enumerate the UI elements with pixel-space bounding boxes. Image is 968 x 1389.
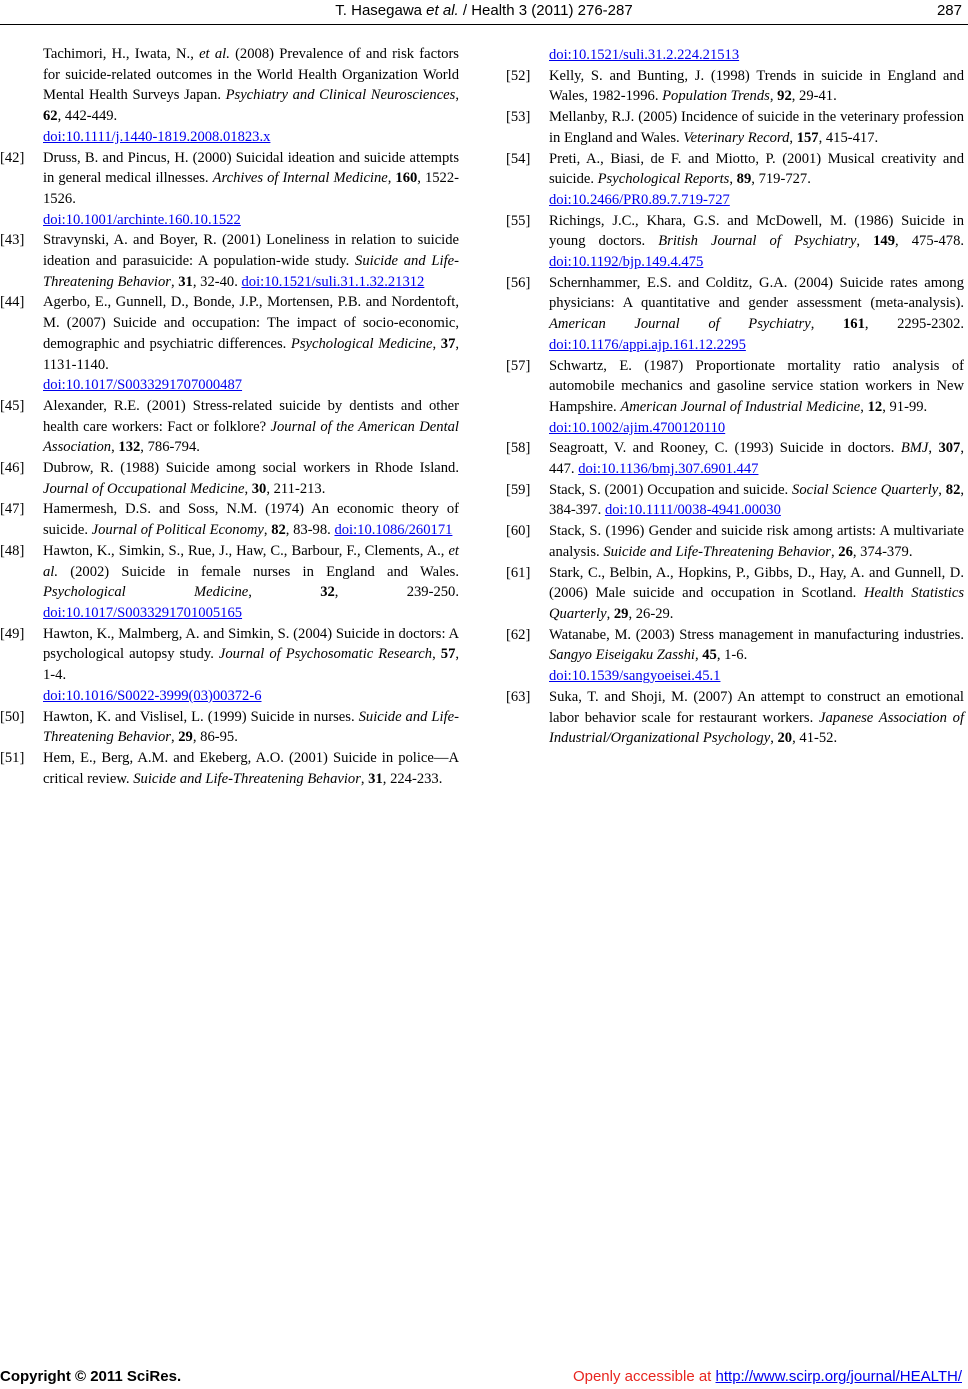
references-right-column <box>506 45 964 749</box>
doi-link[interactable]: doi:10.1017/S0033291707000487 <box>43 377 243 394</box>
copyright-notice: Copyright © 2011 SciRes. <box>0 1368 182 1385</box>
doi-link[interactable]: doi:10.1192/bjp.149.4.475 <box>549 254 704 271</box>
reference-number: [61] <box>506 564 531 581</box>
reference-46: [46] Dubrow, R. (1988) Suicide among social workers in Rhode Island. Journal of Occupational Medicine, 30, 211-213. <box>0 460 459 497</box>
doi-link[interactable]: doi:10.1086/260171 <box>334 522 453 539</box>
reference-number: [49] <box>0 625 25 642</box>
running-header <box>0 2 968 24</box>
reference-number: [52] <box>506 67 531 84</box>
reference-number: [62] <box>506 626 531 643</box>
page-number: 287 <box>936 2 962 19</box>
reference-60: [60] Stack, S. (1996) Gender and suicide risk among artists: A multivariate analysis. Suicide and Life-Threatening Behavior, 26, 374-379. <box>506 523 964 560</box>
reference-45: [45] Alexander, R.E. (2001) Stress-related suicide by dentists and other health care workers: Fact or folklore? Journal of the American Dental Association, 132, 786-794. <box>0 397 459 456</box>
reference-number: [60] <box>506 523 531 540</box>
reference-51: [51] Hem, E., Berg, A.M. and Ekeberg, A.O. (2001) Suicide in police—A critical review. Suicide and Life-Threatening Behavior, 31, 224-233. <box>0 749 459 787</box>
reference-49: [49] Hawton, K., Malmberg, A. and Simkin, S. (2004) Suicide in doctors: A psychological autopsy study. Journal of Psychosomatic Research, 57, 1-4. doi:10.1016/S0022-3999(03)00372-6 <box>0 624 459 707</box>
reference-56: [56] Schernhammer, E.S. and Colditz, G.A. (2004) Suicide rates among physicians: A quantitative and gender assessment (meta-analysis). American Journal of Psychiatry, 161, 2295-2302. doi:10.1176/appi.ajp.161.12.2295 <box>506 274 965 353</box>
doi-link[interactable]: doi:10.1001/archinte.160.10.1522 <box>43 211 241 228</box>
journal-url-link[interactable]: http://www.scirp.org/journal/HEALTH/ <box>715 1368 962 1385</box>
reference-number: [43] <box>0 232 25 249</box>
doi-link[interactable]: doi:10.2466/PR0.89.7.719-727 <box>549 191 730 208</box>
reference-number: [63] <box>506 688 531 705</box>
reference-52: [52] Kelly, S. and Bunting, J. (1998) Trends in suicide in England and Wales, 1982-1996. Population Trends, 92, 29-41. <box>506 67 964 105</box>
reference-number: [53] <box>506 109 531 126</box>
reference-number: [44] <box>0 294 25 311</box>
doi-link[interactable]: doi:10.1521/suli.31.2.224.21513 <box>549 47 740 63</box>
doi-link[interactable]: doi:10.1111/j.1440-1819.2008.01823.x <box>43 128 271 145</box>
header-title: T. Hasegawa et al. / Health 3 (2011) 276-287 <box>335 2 633 19</box>
reference-number: [46] <box>0 460 25 477</box>
doi-link[interactable]: doi:10.1521/suli.31.1.32.21312 <box>241 273 425 290</box>
header-rule <box>0 24 968 25</box>
reference-63: [63] Suka, T. and Shoji, M. (2007) An attempt to construct an emotional labor behavior scale for restaurant workers. Japanese Association of Industrial/Organizational Psychology, 20, 41-52. <box>506 688 964 747</box>
reference-number: [42] <box>0 149 25 166</box>
doi-link[interactable]: doi:10.1176/appi.ajp.161.12.2295 <box>549 336 746 353</box>
reference-number: [45] <box>0 397 25 414</box>
page-footer <box>0 1368 968 1388</box>
doi-link[interactable]: doi:10.1016/S0022-3999(03)00372-6 <box>43 687 262 704</box>
reference-51-doi-continued <box>506 45 964 66</box>
reference-number: [57] <box>506 357 531 374</box>
reference-62: [62] Watanabe, M. (2003) Stress management in manufacturing industries. Sangyo Eiseigaku Zasshi, 45, 1-6. doi:10.1539/sangyoeisei.45.1 <box>506 625 964 687</box>
references-left-column <box>0 44 459 789</box>
reference-number: [54] <box>506 150 531 167</box>
reference-number: [50] <box>0 708 25 725</box>
doi-link[interactable]: doi:10.1002/ajim.4700120110 <box>549 419 726 436</box>
reference-44: [44] Agerbo, E., Gunnell, D., Bonde, J.P., Mortensen, P.B. and Nordentoft, M. (2007) Suicide and occupation: The impact of socio-economic, demographic and psychiatric differences. Psychological Medicine, 37, 1131-1140. doi:10.1017/S0033291707000487 <box>0 292 459 396</box>
doi-link[interactable]: doi:10.1111/0038-4941.00030 <box>604 502 781 519</box>
reference-41-continued: Tachimori, H., Iwata, N., et al. (2008) Prevalence of and risk factors for suicide-related outcomes in the World Health Organization World Mental Health Surveys Japan. Psychiatry and Clinical Neurosciences, 62, 442-449. doi:10.1111/j.1440-1819.2008.01823.x <box>0 44 459 148</box>
open-access-notice <box>573 1368 962 1385</box>
reference-number: [55] <box>506 212 531 229</box>
reference-54: [54] Preti, A., Biasi, de F. and Miotto, P. (2001) Musical creativity and suicide. Psychological Reports, 89, 719-727. doi:10.2466/PR0.89.7.719-727 <box>506 149 964 211</box>
reference-53: [53] Mellanby, R.J. (2005) Incidence of suicide in the veterinary profession in England and Wales. Veterinary Record, 157, 415-417. <box>506 109 964 146</box>
reference-47: [47] Hamermesh, D.S. and Soss, N.M. (1974) An economic theory of suicide. Journal of Political Economy, 82, 83-98. doi:10.1086/260171 <box>0 501 459 539</box>
doi-link[interactable]: doi:10.1539/sangyoeisei.45.1 <box>549 668 721 685</box>
reference-number: [58] <box>506 440 531 457</box>
reference-number: [48] <box>0 542 25 559</box>
reference-61: [61] Stark, C., Belbin, A., Hopkins, P., Gibbs, D., Hay, A. and Gunnell, D. (2006) Male suicide and occupation in Scotland. Health Statistics Quarterly, 29, 26-29. <box>506 564 965 622</box>
reference-number: [47] <box>0 501 25 518</box>
reference-number: [51] <box>0 749 25 766</box>
reference-50: [50] Hawton, K. and Vislisel, L. (1999) Suicide in nurses. Suicide and Life-Threatening Behavior, 29, 86-95. <box>0 708 459 746</box>
reference-48: [48] Hawton, K., Simkin, S., Rue, J., Haw, C., Barbour, F., Clements, A., et al. (2002) Suicide in female nurses in England and Wales. Psychological Medicine, 32, 239-250. doi:10.1017/S0033291701005165 <box>0 542 459 621</box>
reference-42: [42] Druss, B. and Pincus, H. (2000) Suicidal ideation and suicide attempts in general medical illnesses. Archives of Internal Medicine, 160, 1522-1526. doi:10.1001/archinte.160.10.1522 <box>0 148 459 231</box>
doi-link[interactable]: doi:10.1136/bmj.307.6901.447 <box>578 461 759 478</box>
reference-59: [59] Stack, S. (2001) Occupation and suicide. Social Science Quarterly, 82, 384-397. doi:10.1111/0038-4941.00030 <box>506 481 965 519</box>
reference-55: [55] Richings, J.C., Khara, G.S. and McDowell, M. (1986) Suicide in young doctors. British Journal of Psychiatry, 149, 475-478. doi:10.1192/bjp.149.4.475 <box>506 212 965 271</box>
open-access-label: Openly accessible at <box>572 1368 716 1385</box>
reference-58: [58] Seagroatt, V. and Rooney, C. (1993) Suicide in doctors. BMJ, 307, 447. doi:10.1136/bmj.307.6901.447 <box>506 440 964 478</box>
reference-number: [56] <box>506 274 531 291</box>
reference-57: [57] Schwartz, E. (1987) Proportionate mortality ratio analysis of automobile mechanics and gasoline service station workers in New Hampshire. American Journal of Industrial Medicine, 12, 91-99. doi:10.1002/ajim.4700120110 <box>506 356 964 439</box>
reference-number: [59] <box>506 481 531 498</box>
reference-43: [43] Stravynski, A. and Boyer, R. (2001) Loneliness in relation to suicide ideation and parasuicide: A population-wide study. Suicide and Life-Threatening Behavior, 31, 32-40. doi:10.1521/suli.31.1.32.21312 <box>0 232 459 290</box>
doi-link[interactable]: doi:10.1017/S0033291701005165 <box>43 604 243 621</box>
